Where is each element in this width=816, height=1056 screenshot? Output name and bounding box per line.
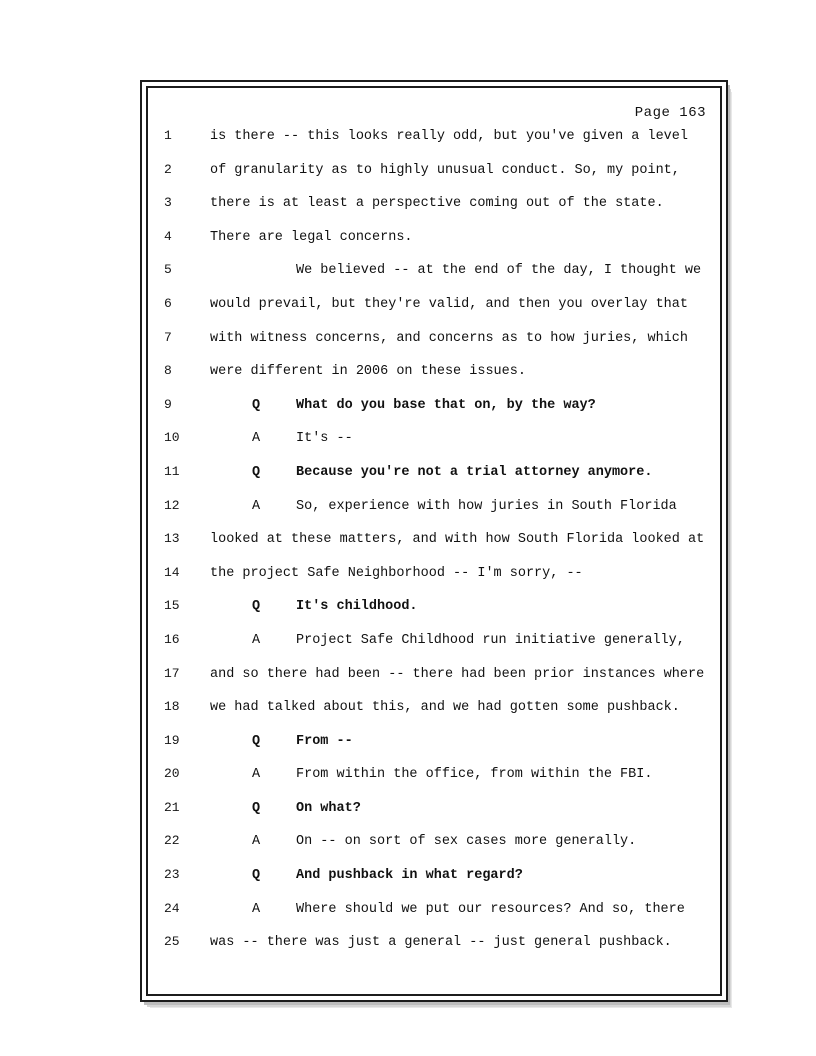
transcript-line xyxy=(162,901,708,935)
line-content: with witness concerns, and concerns as to how juries, which xyxy=(210,330,688,346)
line-number: 14 xyxy=(164,564,180,580)
line-content xyxy=(210,465,708,480)
transcript-line xyxy=(162,699,708,733)
line-text: On -- on sort of sex cases more generally. xyxy=(296,834,637,850)
line-content: the project Safe Neighborhood -- I'm sorry, -- xyxy=(210,565,583,581)
line-number: 10 xyxy=(164,430,180,446)
line-number: 8 xyxy=(164,363,172,379)
transcript-line xyxy=(162,833,708,867)
transcript-line xyxy=(162,598,708,632)
line-number: 17 xyxy=(164,665,180,681)
transcript-line xyxy=(162,632,708,666)
speaker-label: A xyxy=(252,431,261,447)
line-number: 1 xyxy=(164,128,172,143)
transcript-line xyxy=(162,800,708,834)
line-content: there is at least a perspective coming out of the state. xyxy=(210,196,664,212)
line-content: is there -- this looks really odd, but you've given a level xyxy=(210,129,688,144)
speaker-label: A xyxy=(252,834,261,850)
speaker-label: Q xyxy=(252,868,261,884)
speaker-label: Q xyxy=(252,464,261,480)
transcript-line xyxy=(162,330,708,364)
line-content xyxy=(210,499,708,514)
line-content: and so there had been -- there had been prior instances where xyxy=(210,666,705,682)
line-content: we had talked about this, and we had gotten some pushback. xyxy=(210,700,680,716)
transcript-line xyxy=(162,128,708,162)
line-number: 19 xyxy=(164,732,180,748)
speaker-label: Q xyxy=(252,397,261,413)
transcript-line xyxy=(162,195,708,229)
line-content xyxy=(210,734,708,749)
transcript-line xyxy=(162,666,708,700)
line-content: of granularity as to highly unusual conduct. So, my point, xyxy=(210,162,680,178)
transcript-sheet-inner xyxy=(146,86,722,996)
line-content xyxy=(210,868,708,883)
line-content xyxy=(210,801,708,816)
transcript-line xyxy=(162,262,708,296)
line-number: 18 xyxy=(164,699,180,715)
transcript-line xyxy=(162,363,708,397)
transcript-line xyxy=(162,430,708,464)
line-text: From within the office, from within the FBI. xyxy=(296,767,653,783)
speaker-label: A xyxy=(252,632,261,648)
line-content xyxy=(210,767,708,782)
line-text: And pushback in what regard? xyxy=(296,868,523,884)
transcript-line xyxy=(162,162,708,196)
line-number: 3 xyxy=(164,195,172,211)
line-number: 6 xyxy=(164,295,172,311)
line-number: 22 xyxy=(164,833,180,849)
transcript-line xyxy=(162,565,708,599)
line-content xyxy=(210,431,708,446)
transcript-line xyxy=(162,934,708,968)
transcript-sheet xyxy=(140,80,728,1002)
page-number-header: Page 163 xyxy=(634,105,706,121)
line-number: 16 xyxy=(164,631,180,647)
line-number: 23 xyxy=(164,867,180,883)
line-content: looked at these matters, and with how South Florida looked at xyxy=(210,532,705,548)
line-text: So, experience with how juries in South Florida xyxy=(296,498,677,514)
line-text: We believed -- at the end of the day, I thought we xyxy=(296,263,702,279)
speaker-label: Q xyxy=(252,733,261,749)
speaker-label: Q xyxy=(252,800,261,816)
line-content xyxy=(210,902,708,917)
transcript-line xyxy=(162,397,708,431)
line-number: 25 xyxy=(164,934,180,950)
line-number: 24 xyxy=(164,900,180,916)
line-text: On what? xyxy=(296,800,361,816)
line-text: What do you base that on, by the way? xyxy=(296,397,596,413)
line-number: 15 xyxy=(164,598,180,614)
transcript-line xyxy=(162,766,708,800)
line-number: 11 xyxy=(164,463,180,479)
transcript-line xyxy=(162,296,708,330)
transcript-line xyxy=(162,498,708,532)
line-content xyxy=(210,834,708,849)
speaker-label: A xyxy=(252,901,261,917)
speaker-label: A xyxy=(252,498,261,514)
transcript-line xyxy=(162,867,708,901)
line-text: Project Safe Childhood run initiative generally, xyxy=(296,632,685,648)
line-text: It's -- xyxy=(296,431,353,447)
transcript-lines xyxy=(162,128,708,968)
line-number: 7 xyxy=(164,329,172,345)
line-number: 12 xyxy=(164,497,180,513)
speaker-label: A xyxy=(252,767,261,783)
line-number: 20 xyxy=(164,766,180,782)
line-number: 5 xyxy=(164,262,172,278)
line-content xyxy=(210,263,708,278)
line-content: were different in 2006 on these issues. xyxy=(210,364,526,380)
line-text: From -- xyxy=(296,733,353,749)
line-content xyxy=(210,599,708,614)
line-content: was -- there was just a general -- just general pushback. xyxy=(210,935,672,951)
line-number: 4 xyxy=(164,228,172,244)
line-content xyxy=(210,398,708,413)
line-number: 9 xyxy=(164,396,172,412)
transcript-line xyxy=(162,229,708,263)
transcript-line xyxy=(162,733,708,767)
transcript-line xyxy=(162,531,708,565)
line-number: 2 xyxy=(164,161,172,177)
line-text: Where should we put our resources? And so, there xyxy=(296,901,685,917)
line-content: would prevail, but they're valid, and then you overlay that xyxy=(210,296,688,312)
line-number: 13 xyxy=(164,531,180,547)
line-text: Because you're not a trial attorney anymore. xyxy=(296,464,653,480)
line-content: There are legal concerns. xyxy=(210,229,413,245)
speaker-label: Q xyxy=(252,599,261,615)
transcript-line xyxy=(162,464,708,498)
line-text: It's childhood. xyxy=(296,599,418,615)
line-content xyxy=(210,633,708,648)
line-number: 21 xyxy=(164,799,180,815)
